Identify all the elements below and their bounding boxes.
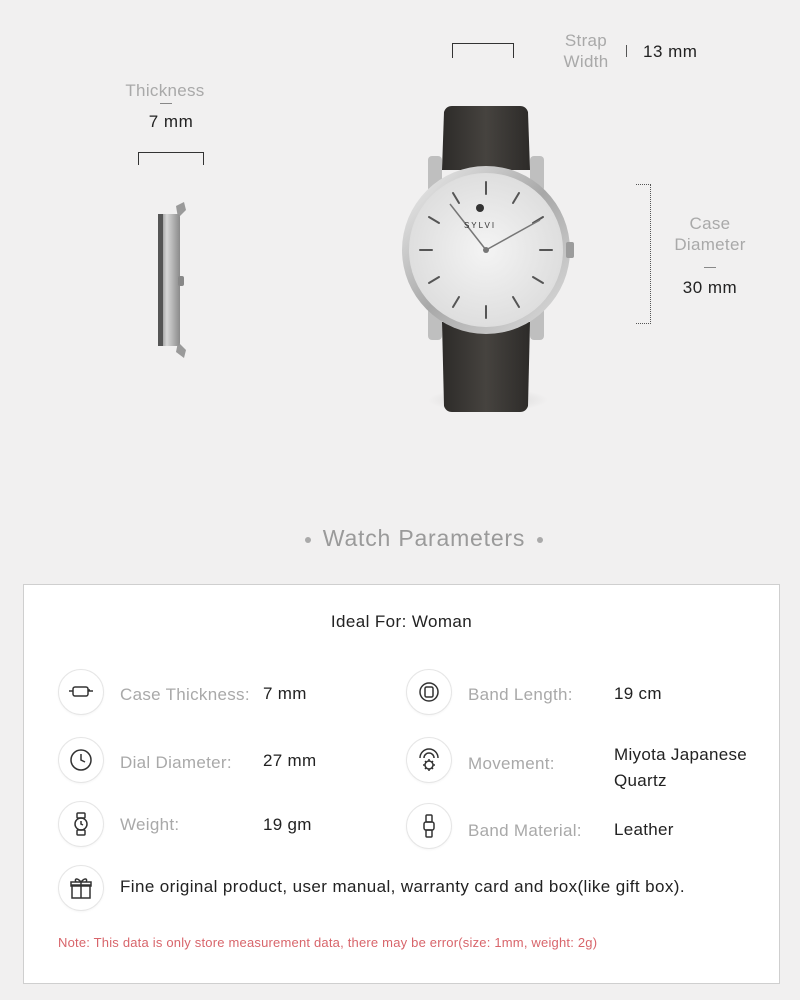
weight-value: 19 gm	[263, 815, 312, 834]
case-diameter-label	[662, 213, 758, 255]
watch-brand-text: SYLVI	[463, 221, 497, 230]
watch-strap-icon	[406, 803, 452, 849]
movement-value	[614, 742, 747, 794]
thickness-dash	[160, 103, 172, 104]
strap-width-bracket	[452, 43, 514, 58]
movement-label: Movement:	[468, 754, 555, 773]
measurement-note: Note: This data is only store measurement data, there may be error(size: 1mm, weight: 2g)	[58, 935, 598, 950]
strap-width-label-line2: Width	[563, 52, 609, 71]
case-diameter-bracket	[636, 184, 651, 324]
wristwatch-icon	[58, 801, 104, 847]
case-diameter-label-line2: Diameter	[674, 235, 746, 254]
ideal-for: Ideal For: Woman	[330, 612, 473, 631]
dial-diameter-value: 27 mm	[263, 751, 317, 770]
case-diameter-dash	[704, 267, 716, 268]
watch-side-view	[140, 196, 200, 366]
section-title-text: Watch Parameters	[322, 525, 526, 551]
watch-side-icon	[58, 669, 104, 715]
title-dot-left	[305, 537, 311, 543]
watch-front-view	[392, 100, 584, 420]
strap-width-label	[555, 30, 617, 72]
parameters-card	[23, 584, 780, 984]
strap-width-tick	[626, 45, 627, 57]
movement-value-line2: Quartz	[614, 771, 667, 790]
band-length-value: 19 cm	[614, 684, 662, 703]
dial-diameter-label: Dial Diameter:	[120, 753, 232, 772]
title-dot-right	[537, 537, 543, 543]
movement-value-line1: Miyota Japanese	[614, 745, 748, 764]
included-items: Fine original product, user manual, warranty card and box(like gift box).	[120, 877, 685, 896]
case-diameter-label-line1: Case	[689, 214, 731, 233]
section-title	[0, 525, 800, 552]
weight-label: Weight:	[120, 815, 180, 834]
band-material-value: Leather	[614, 820, 674, 839]
case-diameter-value: 30 mm	[682, 278, 738, 297]
thickness-value: 7 mm	[148, 112, 194, 131]
strap-width-label-line1: Strap	[564, 31, 608, 50]
band-loop-icon	[406, 669, 452, 715]
thickness-label: Thickness	[125, 81, 205, 100]
strap-width-value: 13 mm	[643, 42, 698, 61]
clock-icon	[58, 737, 104, 783]
thickness-bracket	[138, 152, 204, 165]
case-thickness-value: 7 mm	[263, 684, 307, 703]
gift-box-icon	[58, 865, 104, 911]
band-length-label: Band Length:	[468, 685, 573, 704]
band-material-label: Band Material:	[468, 821, 582, 840]
case-thickness-label: Case Thickness:	[120, 685, 250, 704]
movement-gear-icon	[406, 737, 452, 783]
